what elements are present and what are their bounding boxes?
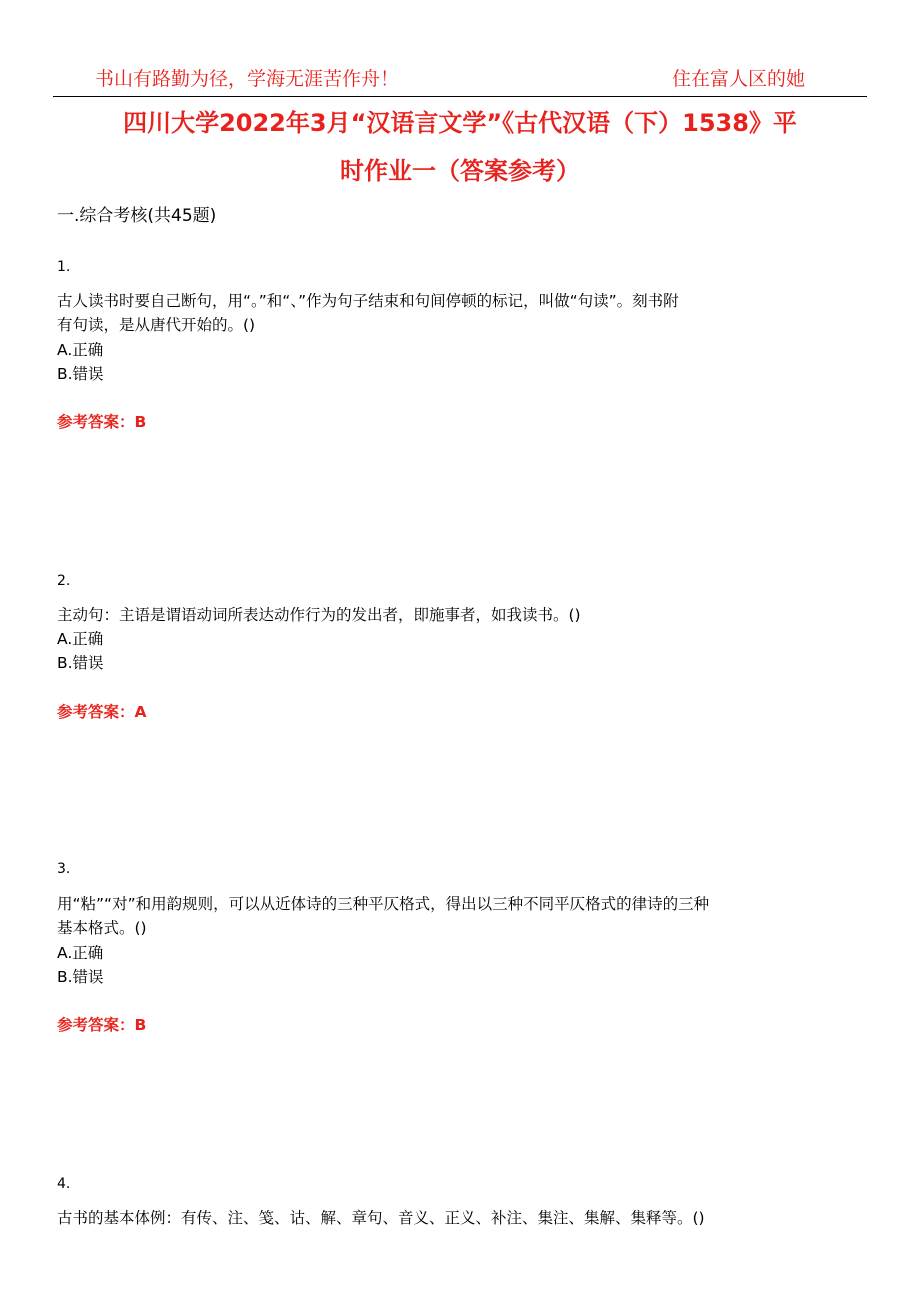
question-text-line-1: 古人读书时要自己断句，用“。”和“、”作为句子结束和句间停顿的标记，叫做“句读”。刻书附 [57, 292, 679, 310]
option-b: B.错误 [57, 654, 104, 672]
header-motto: 书山有路勤为径，学海无涯苦作舟！ [95, 68, 400, 90]
header-author: 住在富人区的她 [672, 68, 806, 90]
reference-answer: 参考答案：B [57, 413, 147, 431]
option-b: B.错误 [57, 968, 104, 986]
option-a: A.正确 [57, 630, 104, 648]
reference-answer: 参考答案：B [57, 1016, 147, 1034]
question-text-line-2: 有句读，是从唐代开始的。() [57, 316, 256, 334]
question-text-line-1: 用“粘”“对”和用韵规则，可以从近体诗的三种平仄格式，得出以三种不同平仄格式的律诗的三种 [57, 895, 710, 913]
option-a: A.正确 [57, 341, 104, 359]
document-title-line-1: 四川大学2022年3月“汉语言文学”《古代汉语（下）1538》平 [123, 109, 797, 137]
question-number: 1. [57, 259, 71, 275]
question-number: 3. [57, 861, 71, 877]
question-number: 4. [57, 1176, 71, 1192]
option-a: A.正确 [57, 944, 104, 962]
question-number: 2. [57, 573, 71, 589]
section-heading: 一.综合考核(共45题) [57, 206, 217, 226]
question-text-line-2: 基本格式。() [57, 919, 147, 937]
document-title-line-2: 时作业一（答案参考） [340, 157, 580, 185]
reference-answer: 参考答案：A [57, 703, 147, 721]
question-text-line-1: 主动句：主语是谓语动词所表达动作行为的发出者，即施事者，如我读书。() [57, 606, 581, 624]
option-b: B.错误 [57, 365, 104, 383]
header-divider [53, 96, 867, 97]
question-text-line-1: 古书的基本体例：有传、注、笺、诂、解、章句、音义、正义、补注、集注、集解、集释等。() [57, 1209, 705, 1227]
